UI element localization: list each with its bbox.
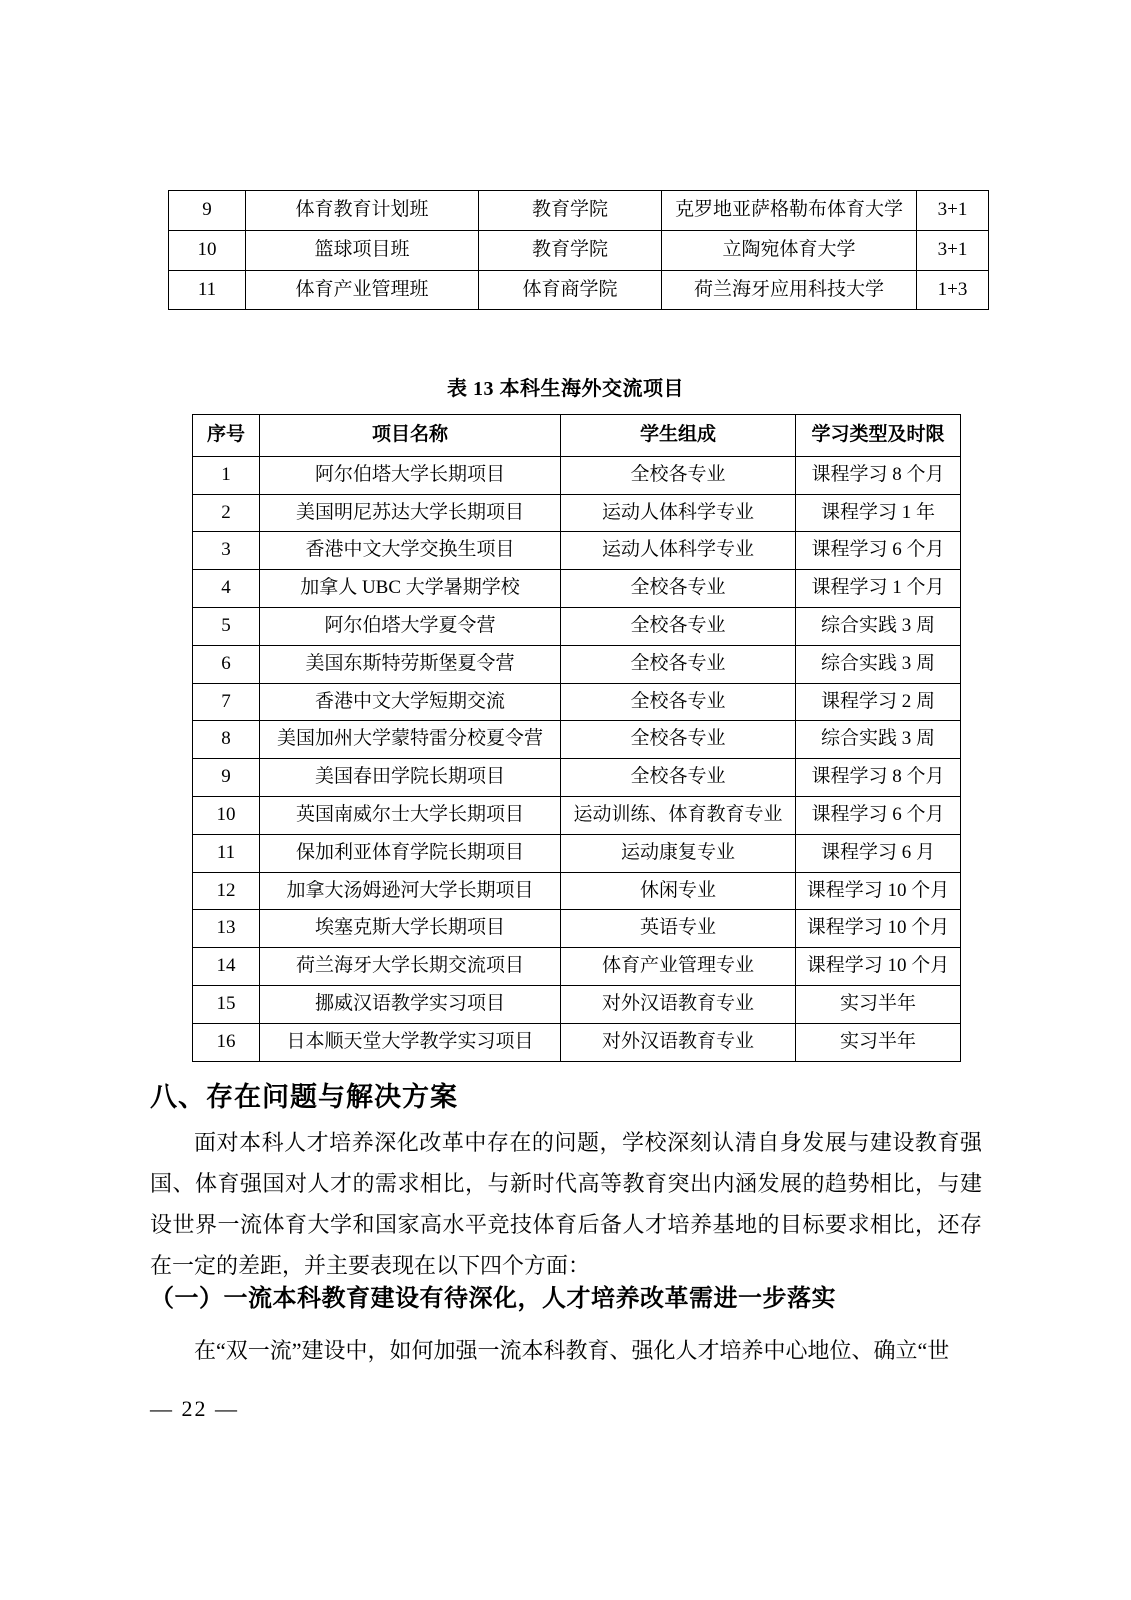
table-row — [193, 607, 961, 645]
cell-student-composition: 全校各专业 — [561, 759, 796, 797]
cell-project-name: 美国加州大学蒙特雷分校夏令营 — [260, 721, 561, 759]
table-row — [193, 948, 961, 986]
cell-partner: 立陶宛体育大学 — [662, 230, 917, 270]
cell-index: 11 — [193, 834, 260, 872]
cell-index: 11 — [169, 270, 246, 310]
table-row — [169, 270, 989, 310]
cell-project-name: 荷兰海牙大学长期交流项目 — [260, 948, 561, 986]
cell-index: 3 — [193, 532, 260, 570]
subsection-heading: （一）一流本科教育建设有待深化，人才培养改革需进一步落实 — [150, 1284, 836, 1312]
table-row — [193, 872, 961, 910]
table-row — [193, 683, 961, 721]
cell-index: 7 — [193, 683, 260, 721]
table-row — [193, 1023, 961, 1061]
cell-student-composition: 对外汉语教育专业 — [561, 985, 796, 1023]
cell-index: 1 — [193, 456, 260, 494]
cell-project-name: 加拿大汤姆逊河大学长期项目 — [260, 872, 561, 910]
cell-project-name: 挪威汉语教学实习项目 — [260, 985, 561, 1023]
table13-caption: 表 13 本科生海外交流项目 — [447, 378, 684, 400]
cell-project-name: 美国东斯特劳斯堡夏令营 — [260, 645, 561, 683]
cell-index: 16 — [193, 1023, 260, 1061]
cell-study-type: 课程学习 10 个月 — [796, 910, 961, 948]
table-row — [193, 721, 961, 759]
header-student-composition: 学生组成 — [561, 415, 796, 457]
cell-index: 12 — [193, 872, 260, 910]
page-number: — 22 — — [150, 1396, 239, 1421]
cell-student-composition: 全校各专业 — [561, 721, 796, 759]
cell-student-composition: 全校各专业 — [561, 645, 796, 683]
cell-college: 体育商学院 — [479, 270, 662, 310]
table-row — [193, 456, 961, 494]
table-row — [193, 494, 961, 532]
cell-college: 教育学院 — [479, 230, 662, 270]
table-row — [169, 230, 989, 270]
cell-study-type: 课程学习 2 周 — [796, 683, 961, 721]
cell-student-composition: 运动人体科学专业 — [561, 532, 796, 570]
table-row — [193, 796, 961, 834]
cell-index: 15 — [193, 985, 260, 1023]
cell-student-composition: 全校各专业 — [561, 607, 796, 645]
table13 — [192, 414, 961, 1062]
cell-student-composition: 全校各专业 — [561, 456, 796, 494]
cell-project-name: 埃塞克斯大学长期项目 — [260, 910, 561, 948]
header-study-type: 学习类型及时限 — [796, 415, 961, 457]
cell-project-name: 日本顺天堂大学教学实习项目 — [260, 1023, 561, 1061]
continued-table-body — [169, 191, 989, 310]
table-row — [193, 645, 961, 683]
cell-student-composition: 运动训练、体育教育专业 — [561, 796, 796, 834]
cell-project-name: 美国明尼苏达大学长期项目 — [260, 494, 561, 532]
cell-index: 10 — [193, 796, 260, 834]
paragraph-intro: 面对本科人才培养深化改革中存在的问题，学校深刻认清自身发展与建设教育强国、体育强国对人才的需求相比，与新时代高等教育突出内涵发展的趋势相比，与建设世界一流体育大学和国家高水平竞技体育后备人才培养基地的目标要求相比，还存在一定的差距，并主要表现在以下四个方面： — [150, 1130, 982, 1278]
cell-mode: 1+3 — [917, 270, 989, 310]
cell-study-type: 实习半年 — [796, 985, 961, 1023]
cell-student-composition: 全校各专业 — [561, 683, 796, 721]
cell-index: 5 — [193, 607, 260, 645]
cell-project-name: 阿尔伯塔大学长期项目 — [260, 456, 561, 494]
cell-study-type: 综合实践 3 周 — [796, 721, 961, 759]
cell-partner: 克罗地亚萨格勒布体育大学 — [662, 191, 917, 231]
header-index: 序号 — [193, 415, 260, 457]
cell-study-type: 课程学习 8 个月 — [796, 759, 961, 797]
section-heading: 八、存在问题与解决方案 — [150, 1082, 458, 1113]
cell-study-type: 课程学习 6 个月 — [796, 796, 961, 834]
cell-student-composition: 运动康复专业 — [561, 834, 796, 872]
cell-program: 体育教育计划班 — [246, 191, 479, 231]
cell-student-composition: 体育产业管理专业 — [561, 948, 796, 986]
cell-index: 14 — [193, 948, 260, 986]
cell-program: 体育产业管理班 — [246, 270, 479, 310]
cell-index: 2 — [193, 494, 260, 532]
table-row — [193, 570, 961, 608]
cell-study-type: 综合实践 3 周 — [796, 607, 961, 645]
cell-study-type: 课程学习 6 个月 — [796, 532, 961, 570]
cell-project-name: 英国南威尔士大学长期项目 — [260, 796, 561, 834]
cell-study-type: 课程学习 1 个月 — [796, 570, 961, 608]
table-row — [193, 910, 961, 948]
cell-student-composition: 全校各专业 — [561, 570, 796, 608]
cell-study-type: 课程学习 10 个月 — [796, 948, 961, 986]
cell-college: 教育学院 — [479, 191, 662, 231]
header-project-name: 项目名称 — [260, 415, 561, 457]
cell-index: 10 — [169, 230, 246, 270]
cell-mode: 3+1 — [917, 230, 989, 270]
cell-index: 9 — [169, 191, 246, 231]
cell-program: 篮球项目班 — [246, 230, 479, 270]
cell-project-name: 保加利亚体育学院长期项目 — [260, 834, 561, 872]
table13-body — [193, 456, 961, 1061]
cell-project-name: 香港中文大学交换生项目 — [260, 532, 561, 570]
cell-study-type: 课程学习 1 年 — [796, 494, 961, 532]
table-row — [193, 985, 961, 1023]
cell-mode: 3+1 — [917, 191, 989, 231]
cell-student-composition: 英语专业 — [561, 910, 796, 948]
cell-study-type: 课程学习 10 个月 — [796, 872, 961, 910]
cell-student-composition: 运动人体科学专业 — [561, 494, 796, 532]
cell-partner: 荷兰海牙应用科技大学 — [662, 270, 917, 310]
cell-study-type: 课程学习 6 月 — [796, 834, 961, 872]
cell-project-name: 香港中文大学短期交流 — [260, 683, 561, 721]
cell-study-type: 课程学习 8 个月 — [796, 456, 961, 494]
cell-index: 9 — [193, 759, 260, 797]
table-row — [193, 532, 961, 570]
cell-study-type: 综合实践 3 周 — [796, 645, 961, 683]
table-row — [193, 834, 961, 872]
cell-student-composition: 休闲专业 — [561, 872, 796, 910]
cell-index: 13 — [193, 910, 260, 948]
table13-head — [193, 415, 961, 457]
cell-project-name: 阿尔伯塔大学夏令营 — [260, 607, 561, 645]
cell-student-composition: 对外汉语教育专业 — [561, 1023, 796, 1061]
cell-study-type: 实习半年 — [796, 1023, 961, 1061]
cell-index: 8 — [193, 721, 260, 759]
table-row — [193, 759, 961, 797]
table-header-row — [193, 415, 961, 457]
continued-table — [168, 190, 989, 310]
cell-project-name: 美国春⽥学院长期项目 — [260, 759, 561, 797]
table-row — [169, 191, 989, 231]
cell-index: 4 — [193, 570, 260, 608]
cell-index: 6 — [193, 645, 260, 683]
paragraph-subsection: 在“双一流”建设中，如何加强一流本科教育、强化人才培养中心地位、确立“世 — [194, 1338, 950, 1363]
cell-project-name: 加拿人 UBC 大学暑期学校 — [260, 570, 561, 608]
